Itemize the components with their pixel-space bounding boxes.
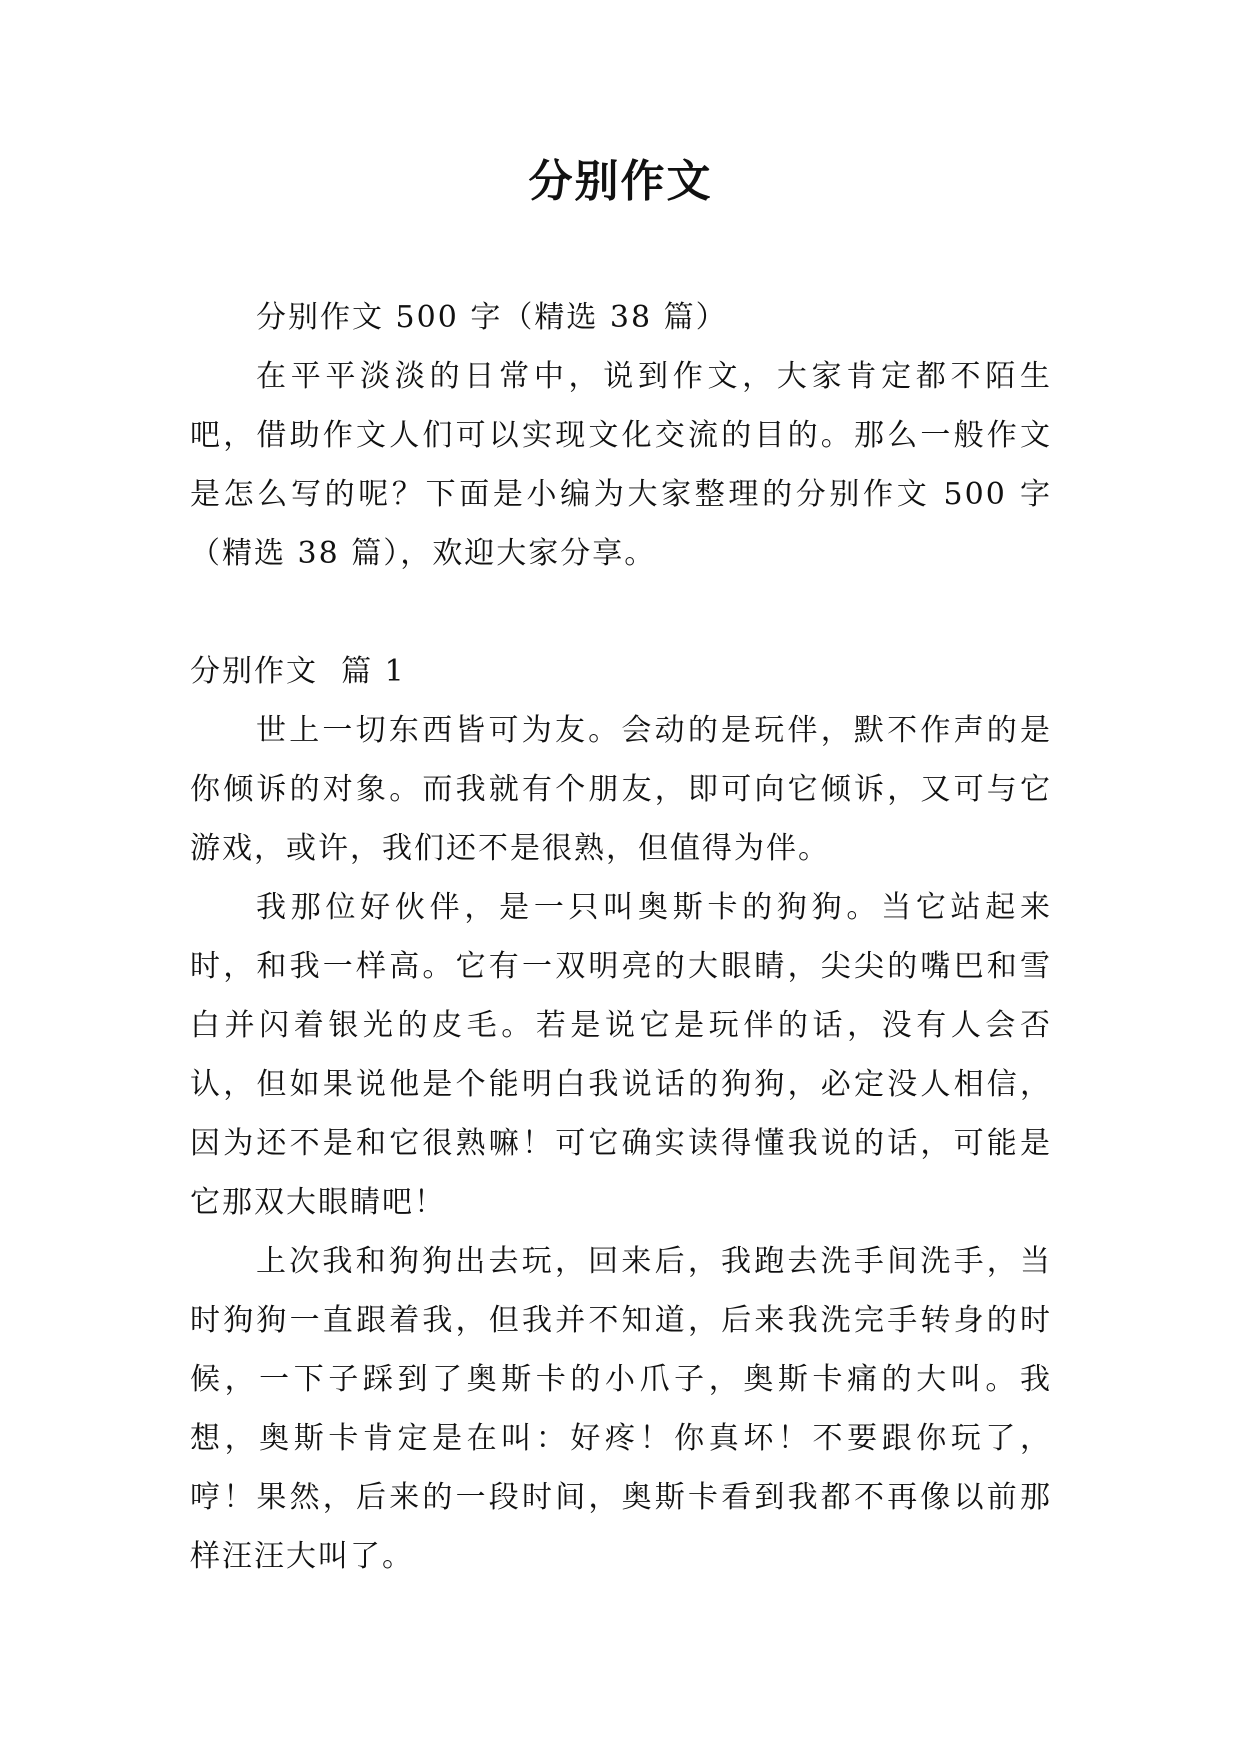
body-paragraph-2: 我那位好伙伴，是一只叫奥斯卡的狗狗。当它站起来时，和我一样高。它有一双明亮的大眼睛，尖尖的嘴巴和雪白并闪着银光的皮毛。若是说它是玩伴的话，没有人会否认，但如果说他是个能明白我说话的狗狗，必定没人相信，因为还不是和它很熟嘛！可它确实读得懂我说的话，可能是它那双大眼睛吧！ (190, 890, 1052, 1220)
paragraph-spacer (190, 583, 1052, 642)
document-subtitle: 分别作文 500 字（精选 38 篇） (256, 300, 728, 335)
document-body (190, 288, 1052, 1586)
body-paragraph-1: 世上一切东西皆可为友。会动的是玩伴，默不作声的是你倾诉的对象。而我就有个朋友，即可向它倾诉，又可与它游戏，或许，我们还不是很熟，但值得为伴。 (190, 713, 1052, 866)
document-title: 分别作文 (528, 156, 713, 207)
section-heading: 分别作文 篇 1 (190, 654, 406, 689)
body-paragraph-3: 上次我和狗狗出去玩，回来后，我跑去洗手间洗手，当时狗狗一直跟着我，但我并不知道，后来我洗完手转身的时候，一下子踩到了奥斯卡的小爪子，奥斯卡痛的大叫。我想，奥斯卡肯定是在叫：好疼！你真坏！不要跟你玩了，哼！果然，后来的一段时间，奥斯卡看到我都不再像以前那样汪汪大叫了。 (190, 1244, 1052, 1574)
intro-paragraph: 在平平淡淡的日常中，说到作文，大家肯定都不陌生吧，借助作文人们可以实现文化交流的目的。那么一般作文是怎么写的呢？下面是小编为大家整理的分别作文 500 字（精选 38 篇），欢迎大家分享。 (190, 359, 1052, 571)
